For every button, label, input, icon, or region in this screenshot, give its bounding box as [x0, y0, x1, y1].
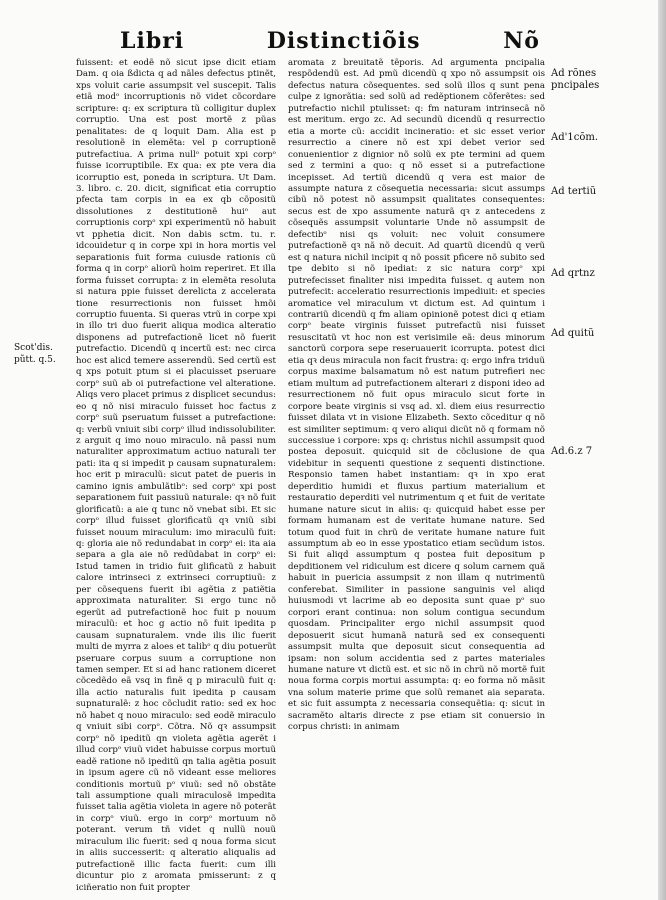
margin-note-ad-rones: Ad rõnes pncipales	[551, 68, 600, 91]
header-left: Libri	[120, 28, 185, 54]
margin-note-ad-6-7: Ad.6.z 7	[551, 446, 593, 457]
running-header	[120, 24, 540, 58]
margin-note-ad-secundum: Ad'1cõm.	[551, 132, 599, 143]
margin-note-ad-quartum: Ad qrtnz	[551, 268, 595, 279]
margin-note-ad-quintum: Ad quitũ	[551, 328, 595, 339]
header-center: Distinctiõis	[266, 28, 421, 54]
margin-note-left: Scot'dis. pũtt. q.5.	[14, 343, 56, 365]
left-column-text: fuissent: et eodẽ nõ sicut ipse dicit etiam Dam. q oia ßdicta q ad nãles defectus ptinẽt, xps voluit carie assumpsit vel suscepit. Talis etiã modᵒ incorruptionis nõ videt cõcordare scripture: q: ex scriptura tũ colligitur duplex corruptio. Una est post mortẽ z pũas penalitates: de q loquit Dam. Alia est p resolutionẽ in elemẽta: vel p corruptionẽ putrefactiua. A prima nullᵒ potuit xpi corpᵒ fuisse icorruptibile. Ex qua: ex pte vera dia icorruptio est, poneda in scriptura. Ut Dam. 3. libro. c. 20. dicit, significat etia corruptio pfecta tam corpis in ea ex qb cõpositũ dissolutiones z destitutionẽ huiᵒ aut corruptionis corpᵒ xpi experimentũ nõ habuit vt pphetia dicit. Non dabis sctm. tu. r. idcouidetur q in corpe xpi in hora mortis vel separationis fuit forma cuiusde rationis cũ forma q in corpᵒ aliorũ hoim reperiret. Et illa forma fuisset corrupta: z in elemẽta resoluta si natura ppie fuisset derelicta z accelerata tione resurrectionis non fuisset hmõi corruptio fuuenta. Si queras vtrũ in corpe xpi in illo tri duo fuerit aliqua modica alteratio disponens ad putrefactionẽ licet nõ fuerit putrefactio. Dicendũ q incertũ est: nec circa hoc est alicd temere asserendũ. Sed certũ est q xps potuit ptum si ei placuisset pseruare corpᵒ suũ ab oi putrefactione vel alteratione. Aliqs vero placet primus z displicet secundus: eo q nõ nisi miraculo fuisset hoc factus z corpᵒ suũ pseruatum fuisset a putrefactione: q: verbũ vniuit sibi corpᵒ illud indissolubiliter. z arguit q imo nouo miraculo. nã passi num naturaliter approximatum actiuo naturali ter pati: ita q si impedit p causam supnaturalem: hoc erit p miraculũ: sicut patet de pueris in camino ignis ambulãtibᵒ: sed corpᵒ xpi post separationem fuit passiuũ naturale: qꝛ nõ fuit glorificatũ: a aie q tunc nõ vnebat sibi. Et sic corpᵒ illud fuisset glorificatũ qꝛ vniũ sibi fuisset nouum miraculum: imo miraculũ fuit: q: gloria aie nõ redundabat in corpᵒ ei: ita aia separa a gla aie nõ redũdabat in corpᵒ ei: Istud tamen in tridio fuit glificatũ z habuit calore intrinseci z extrinseci corruptiuũ: z per cõsequens fuerit ibi agẽtia z patiẽtia approximata naturaliter. Si ergo tunc nõ egerũt ad putrefactionẽ hoc fuit p nouum miraculũ: et hoc g actio nõ fuit ipedita p causam supnaturalem. vnde ilis ilic fuerit multi de myrra z aloes et talibᵒ q diu potuerũt pseruare corpus suum a corruptione non tamen semper. Et si ad hanc rationem diceret cõcedẽdo eã vsq in finẽ q p miraculũ fuit q: illa actio naturalis fuit ipedita p causam supnaturalẽ: z hoc cõcludit ratio: sed ex hoc nõ habet q nouo miraculo: sed eodẽ miraculo q vniuit sibi corpᵒ. Cõtra. Nõ qꝛ assumpsit corpᵒ nõ ipeditũ qn violeta agẽtia agerẽt i illud corpᵒ viuũ videt habuisse corpus mortuũ eadẽ ratione nõ ipeditũ qn talia agẽtia posuit in ipsum agere cũ nõ videant esse meliores conditionis mortuũ pᵒ viuũ: sed nõ obstãte tali assumptione quali miraculosẽ impedita fuisset talia agẽtia violeta in agere nõ poterãt in corpᵒ viuũ. ergo in corpᵒ mortuum nõ poterant. verum tñ videt q nullũ nouũ miraculum ilic fuerit: sed q noua forma sicut in aliis successerit: q alteratio aliqualis ad putrefactionẽ illic facta fuerit: cum illi dicuntur pio z aromata pmisserunt: z q iciñeratio non fuit propter	[76, 58, 276, 893]
text-column-right	[288, 58, 545, 798]
text-column-left	[76, 58, 276, 893]
header-right: Nõ	[503, 28, 540, 54]
page-edge	[658, 0, 666, 900]
margin-note-ad-tertium: Ad tertiũ	[551, 186, 597, 197]
right-column-text: aromata z breuitatẽ tẽporis. Ad argumenta pncipalia respõdendũ est. Ad pmũ dicendũ q xpo nõ assumpsit ois defectus natura cõsequentes. sed solũ illos q sunt pena culpe z ignorãtia: sed solũ ad redẽptionem cõferẽtes: sed putrefactio nichil ptulisset: q: fm naturam intrinsecã nõ est meritum. ergo zc. Ad secundũ dicendũ q resurrectio etia a morte cũ: accidit incineratio: et sic esset verior resurrectio a cinere nõ est xpi debet verior sed conuenientior z dignior nõ solũ ex pte termini ad quem sed z termini a quo: q nõ esset si a putrefactione incepisset. Ad tertiũ dicendũ q vera est maior de assumpte natura z cõsequetia necessaria: sicut assumps cibũ nõ potest nõ assumpsit qualitates consequentes: secus est de xpo assumente naturã qꝛ z antecedens z cõsequẽs assumpsit voluntarie Unde nõ assumpsit de defectibᵒ nisi qs voluit: nec voluit consumere putrefactionẽ qꝛ nã nõ decuit. Ad quartũ dicendũ q verũ est q natura nichil incipit q nõ possit pficere nõ subito sed tpe debito si nõ ipediat: z sic natura corpᵒ xpi putrefecisset finaliter nisi impedita fuisset. q autem non putrefecit: acceleratio resurrectionis impediuit: et species aromatice vel miraculum vt dictum est. Ad quintum i contrariũ dicendũ q fm aliam opinionẽ potest dici q etiam corpᵒ beate virginis fuisset putrefactũ nisi fuisset resuscitatũ vt hoc non est verisimile eã: deus minorum sanctorũ corpora sepe reseruauerit icorrupta. potest dici etia qꝛ deus miracula non facit frustra: q: ergo infra triduũ corpus maxime balsamatum nõ est natum putrefieri nec etiam multum ad putrefactionem alterari z disponi ideo ad resurrectionem nõ fuit opus miraculo sicut forte in corpore beate virginis si vsq ad. xl. diem eius resurrectio fuisset dilata vt in visione Elizabeth. Sexto cõceditur q nõ est similiter septimum: q vero aliqui dicũt nõ q formam nõ successiue i corpore: xps q: christus nichil assumpsit quod postea deposuit. quicquid sit de cõclusione de qua videbitur in sequenti questione z sequenti distinctione. Responsio tamen habet instantiam: qꝛ in xpo erat deperditio humidi et fluxus partium materialium et restauratio deperditi vel nutrimentum q et fuit de veritate humane nature sicut in aliis: q: quicquid habet esse per formam humanam est de veritate humane nature. Sed totum quod fuit in chrũ de veritate humane nature fuit assumptum ab eo in esse ypostatico etiam secũdum istos. Si fuit aliqd assumptum q postea fuit depositum p depditionem vel ridiculum est dicere q solum carnem quã habuit in puericia assumpsit z non illam q nutrimentũ conferebat. Similiter in passione sanguinis vel aliqd huiusmodi vt lacrime ab eo deposita sunt quae pᵒ suo corpori erant continua: non solum contigua secundum quosdam. Principaliter ergo nichil assumpsit quod deposuerit sicut humanã naturã sed ex consequenti assumpsit multa que deposuit sicut consequentia ad ipsam: non solum accidentia sed z partes materiales humane nature vt dictũ est. et sic nõ in chrũ nõ mortẽ fuit noua forma corpis mortui assumpta: q: eo forma nõ mãsit vna solum materie prime que solũ remanet aia separata. et sic fuit assumpta z necessaria consequẽtia: q: sicut in sacramẽto altaris directe z pse etiam sit conuersio in corpus christi: in animam	[288, 58, 545, 733]
